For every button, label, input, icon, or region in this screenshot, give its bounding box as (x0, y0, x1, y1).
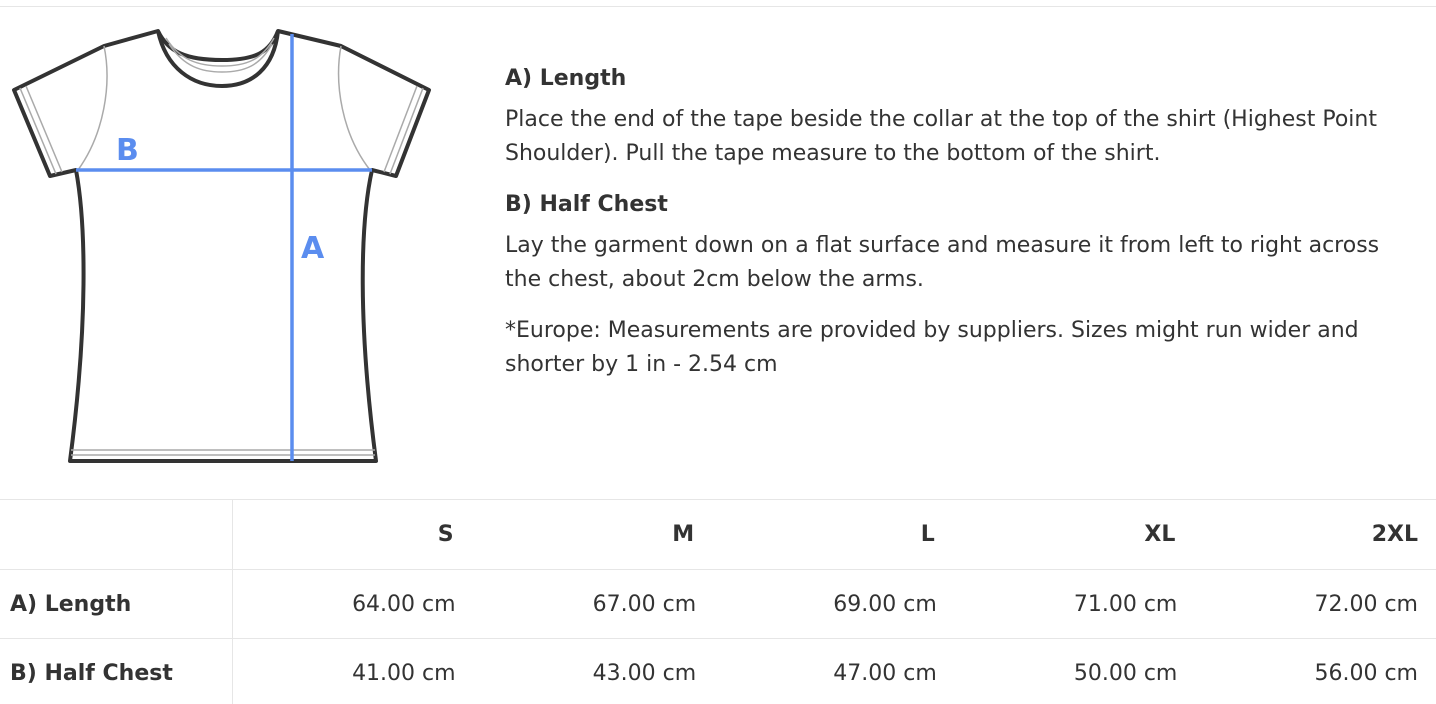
measurement-guide (505, 62, 1415, 382)
chest-value-2xl: 56.00 cm (1195, 639, 1436, 704)
length-value-2xl: 72.00 cm (1195, 570, 1436, 639)
size-header-2xl: 2XL (1195, 500, 1436, 570)
chest-value-s: 41.00 cm (232, 639, 474, 704)
table-row (0, 639, 1436, 704)
row-label-half-chest: B) Half Chest (0, 639, 232, 704)
chest-title: B) Half Chest (505, 192, 668, 217)
length-value-s: 64.00 cm (232, 570, 474, 639)
size-header-xl: XL (955, 500, 1196, 570)
length-value-m: 67.00 cm (474, 570, 715, 639)
tshirt-outline (14, 31, 429, 461)
tshirt-diagram (8, 24, 436, 466)
length-title: A) Length (505, 66, 627, 91)
label-a: A (301, 231, 325, 266)
chest-value-l: 47.00 cm (714, 639, 955, 704)
size-header-s: S (232, 500, 474, 570)
size-header-m: M (474, 500, 715, 570)
europe-note: *Europe: Measurements are provided by suppliers. Sizes might run wider and shorter by 1 in - 2.54 cm (505, 318, 1359, 377)
label-b: B (116, 133, 139, 168)
chest-value-xl: 50.00 cm (955, 639, 1196, 704)
size-header-row (0, 500, 1436, 570)
chest-description: Lay the garment down on a flat surface and measure it from left to right across the chest, about 2cm below the arms. (505, 233, 1380, 292)
table-row (0, 570, 1436, 639)
length-value-xl: 71.00 cm (955, 570, 1196, 639)
length-value-l: 69.00 cm (714, 570, 955, 639)
header-empty-cell (0, 500, 232, 570)
chest-value-m: 43.00 cm (474, 639, 715, 704)
row-label-length: A) Length (0, 570, 232, 639)
size-table (0, 499, 1436, 704)
length-description: Place the end of the tape beside the collar at the top of the shirt (Highest Point Shoulder). Pull the tape measure to the bottom of the shirt. (505, 107, 1377, 166)
size-header-l: L (714, 500, 955, 570)
top-divider (0, 6, 1436, 7)
